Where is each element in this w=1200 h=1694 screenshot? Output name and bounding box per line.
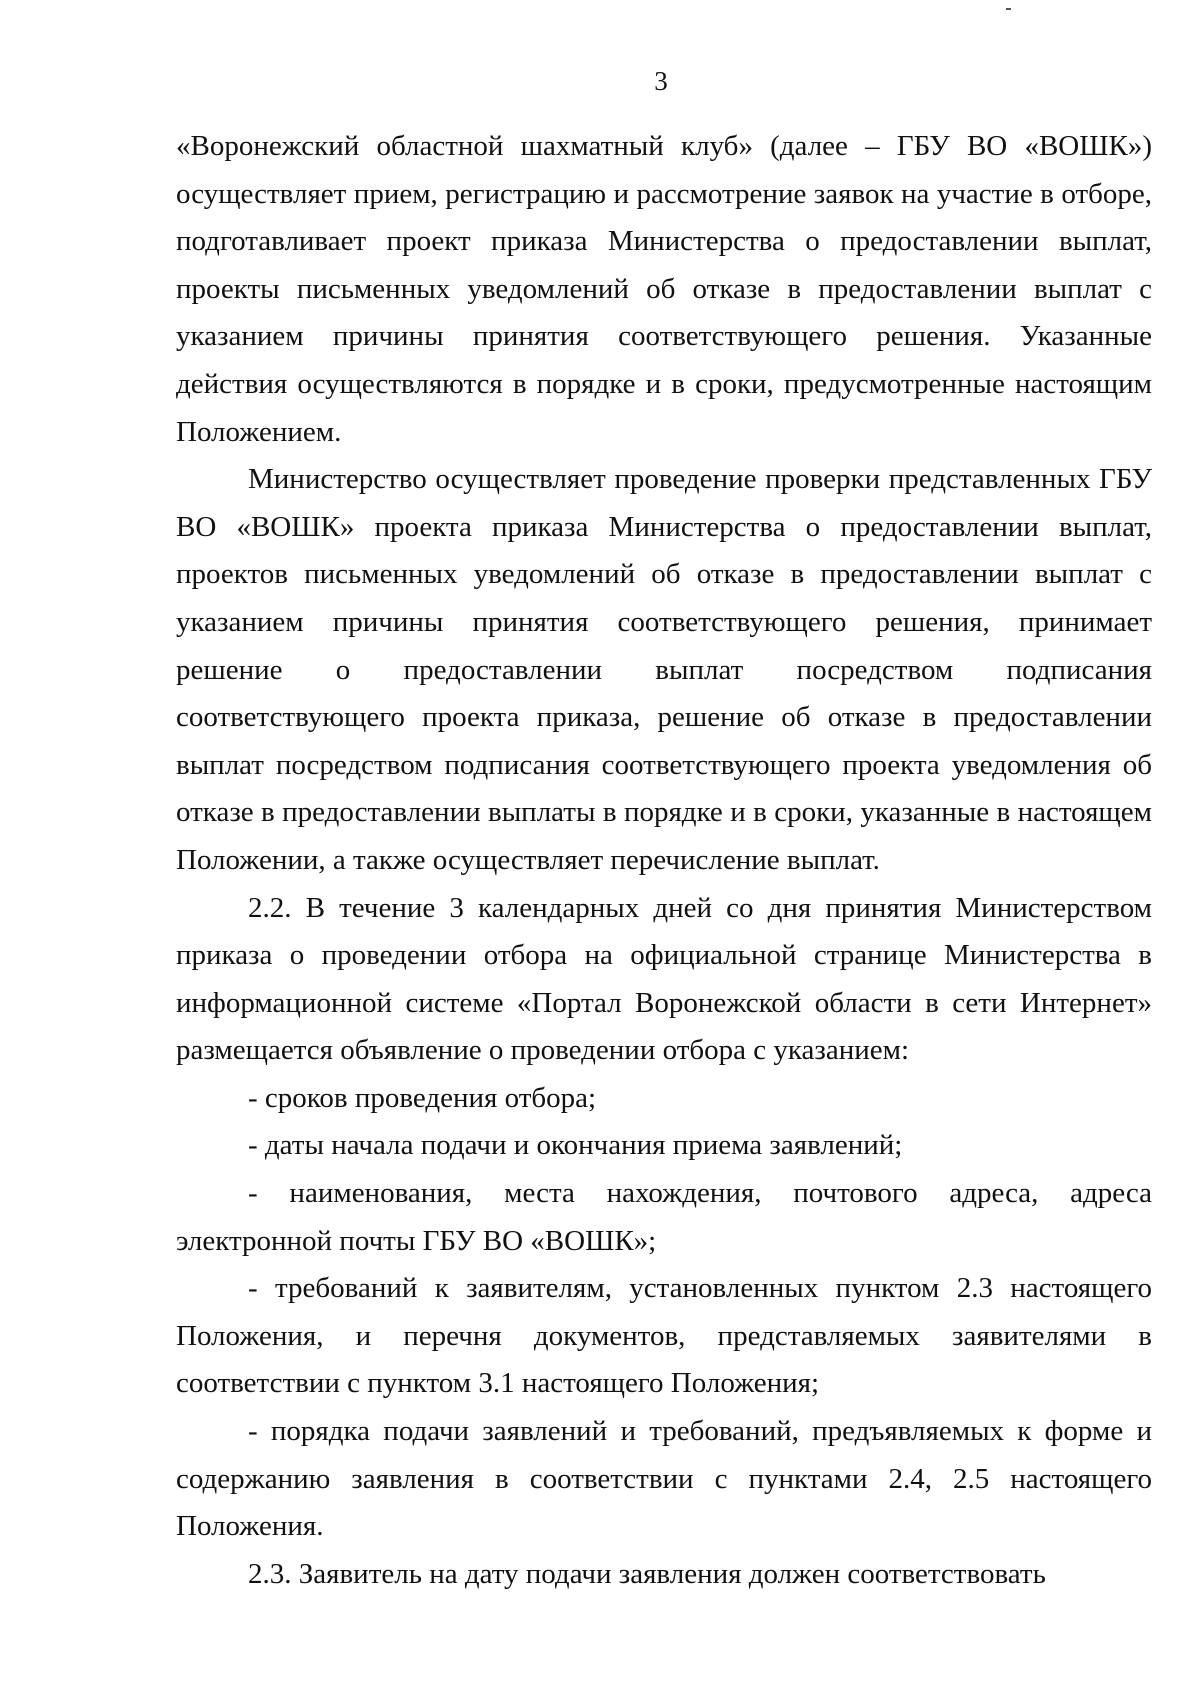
paragraph-ministry-duties: Министерство осуществляет проведение проверки представленных ГБУ ВО «ВОШК» проекта приказа Министерства о предоставлении выплат, проектов письменных уведомлений об отказе в предоставлении выплат с указанием причины принятия соответствующего решения, принимает решение о предоставлении выплат посредством подписания соответствующего проекта приказа, решение об отказе в предоставлении выплат посредством подписания соответствующего проекта уведомления об отказе в предоставлении выплаты в порядке и в сроки, указанные в настоящем Положении, а также осуществляет перечисление выплат. (176, 463, 1152, 876)
list-item-requirements: - требований к заявителям, установленных пунктом 2.3 настоящего Положения, и перечня документов, представляемых заявителями в соответствии с пунктом 3.1 настоящего Положения; (176, 1272, 1152, 1400)
paragraph-continuation: «Воронежский областной шахматный клуб» (далее – ГБУ ВО «ВОШК») осуществляет прием, регистрацию и рассмотрение заявок на участие в отборе, подготавливает проект приказа Министерства о предоставлении выплат, проекты письменных уведомлений об отказе в предоставлении выплат с указанием причины принятия соответствующего решения. Указанные действия осуществляются в порядке и в сроки, предусмотренные настоящим Положением. (176, 130, 1152, 448)
list-item-procedure: - порядка подачи заявлений и требований, предъявляемых к форме и содержанию заявления в соответствии с пунктами 2.4, 2.5 настоящего Положения. (176, 1415, 1152, 1543)
list-item-contacts: - наименования, места нахождения, почтового адреса, адреса электронной почты ГБУ ВО «ВОШК»; (176, 1177, 1152, 1257)
document-body (176, 123, 1152, 1598)
page-number: 3 (654, 66, 668, 96)
list-item-deadlines: - сроков проведения отбора; (248, 1081, 597, 1114)
list-item-dates: - даты начала подачи и окончания приема заявлений; (248, 1129, 903, 1162)
paragraph-2-3: 2.3. Заявитель на дату подачи заявления должен соответствовать (248, 1557, 1046, 1590)
paragraph-2-2: 2.2. В течение 3 календарных дней со дня принятия Министерством приказа о проведении отбора на официальной странице Министерства в информационной системе «Портал Воронежской области в сети Интернет» размещается объявление о проведении отбора с указанием: (176, 891, 1152, 1067)
scan-mark (1006, 8, 1011, 10)
